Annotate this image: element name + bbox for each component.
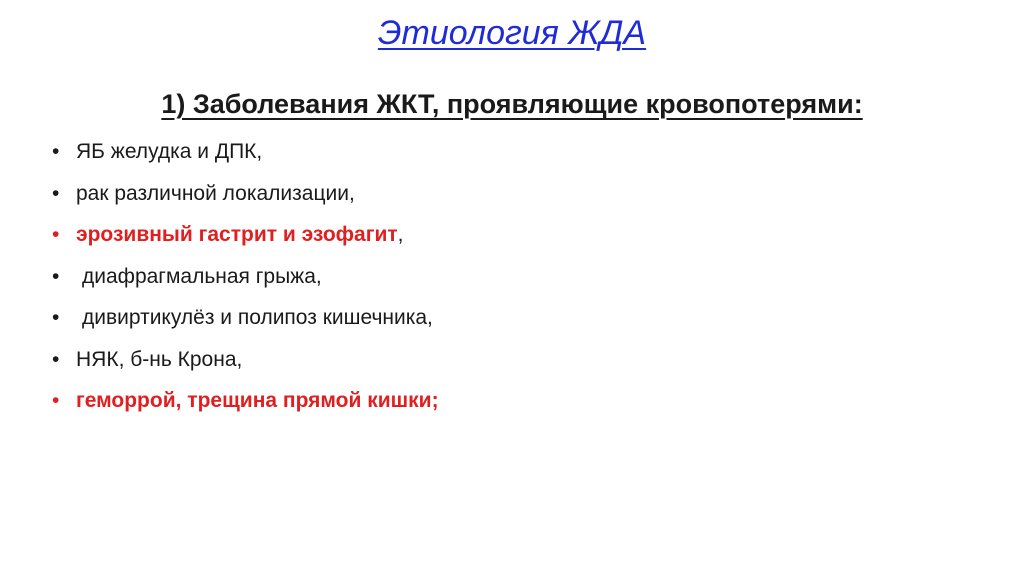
list-item: [52, 256, 439, 298]
list-item-text-highlight: эрозивный гастрит и эзофагит: [76, 223, 398, 246]
list-item-text: дивиртикулёз и полипоз кишечника,: [82, 306, 433, 329]
bullet-icon: •: [52, 264, 60, 288]
bullet-icon: •: [52, 223, 60, 246]
slide-title: Этиология ЖДА: [377, 14, 647, 52]
list-item: [52, 339, 439, 381]
bullet-icon: •: [52, 140, 60, 163]
list-item-text-highlight: геморрой, трещина прямой кишки;: [76, 389, 439, 412]
list-item-text: НЯК, б-нь Крона,: [76, 347, 243, 371]
bullet-icon: •: [52, 389, 60, 412]
list-item-suffix: ,: [397, 223, 404, 246]
list-item: [52, 131, 439, 173]
bullet-icon: •: [52, 347, 60, 371]
bullet-icon: •: [52, 306, 60, 329]
list-item-text: диафрагмальная грыжа,: [82, 264, 322, 288]
bullet-list: [52, 131, 439, 422]
list-item: [52, 173, 439, 215]
bullet-icon: •: [52, 181, 60, 205]
slide-subtitle: 1) Заболевания ЖКТ, проявляющие кровопотерями:: [161, 89, 863, 119]
list-item-text: ЯБ желудка и ДПК,: [76, 140, 263, 163]
list-item: [52, 297, 439, 339]
list-item: [52, 214, 439, 256]
list-item-text: рак различной локализации,: [76, 181, 355, 205]
list-item: [52, 380, 439, 422]
